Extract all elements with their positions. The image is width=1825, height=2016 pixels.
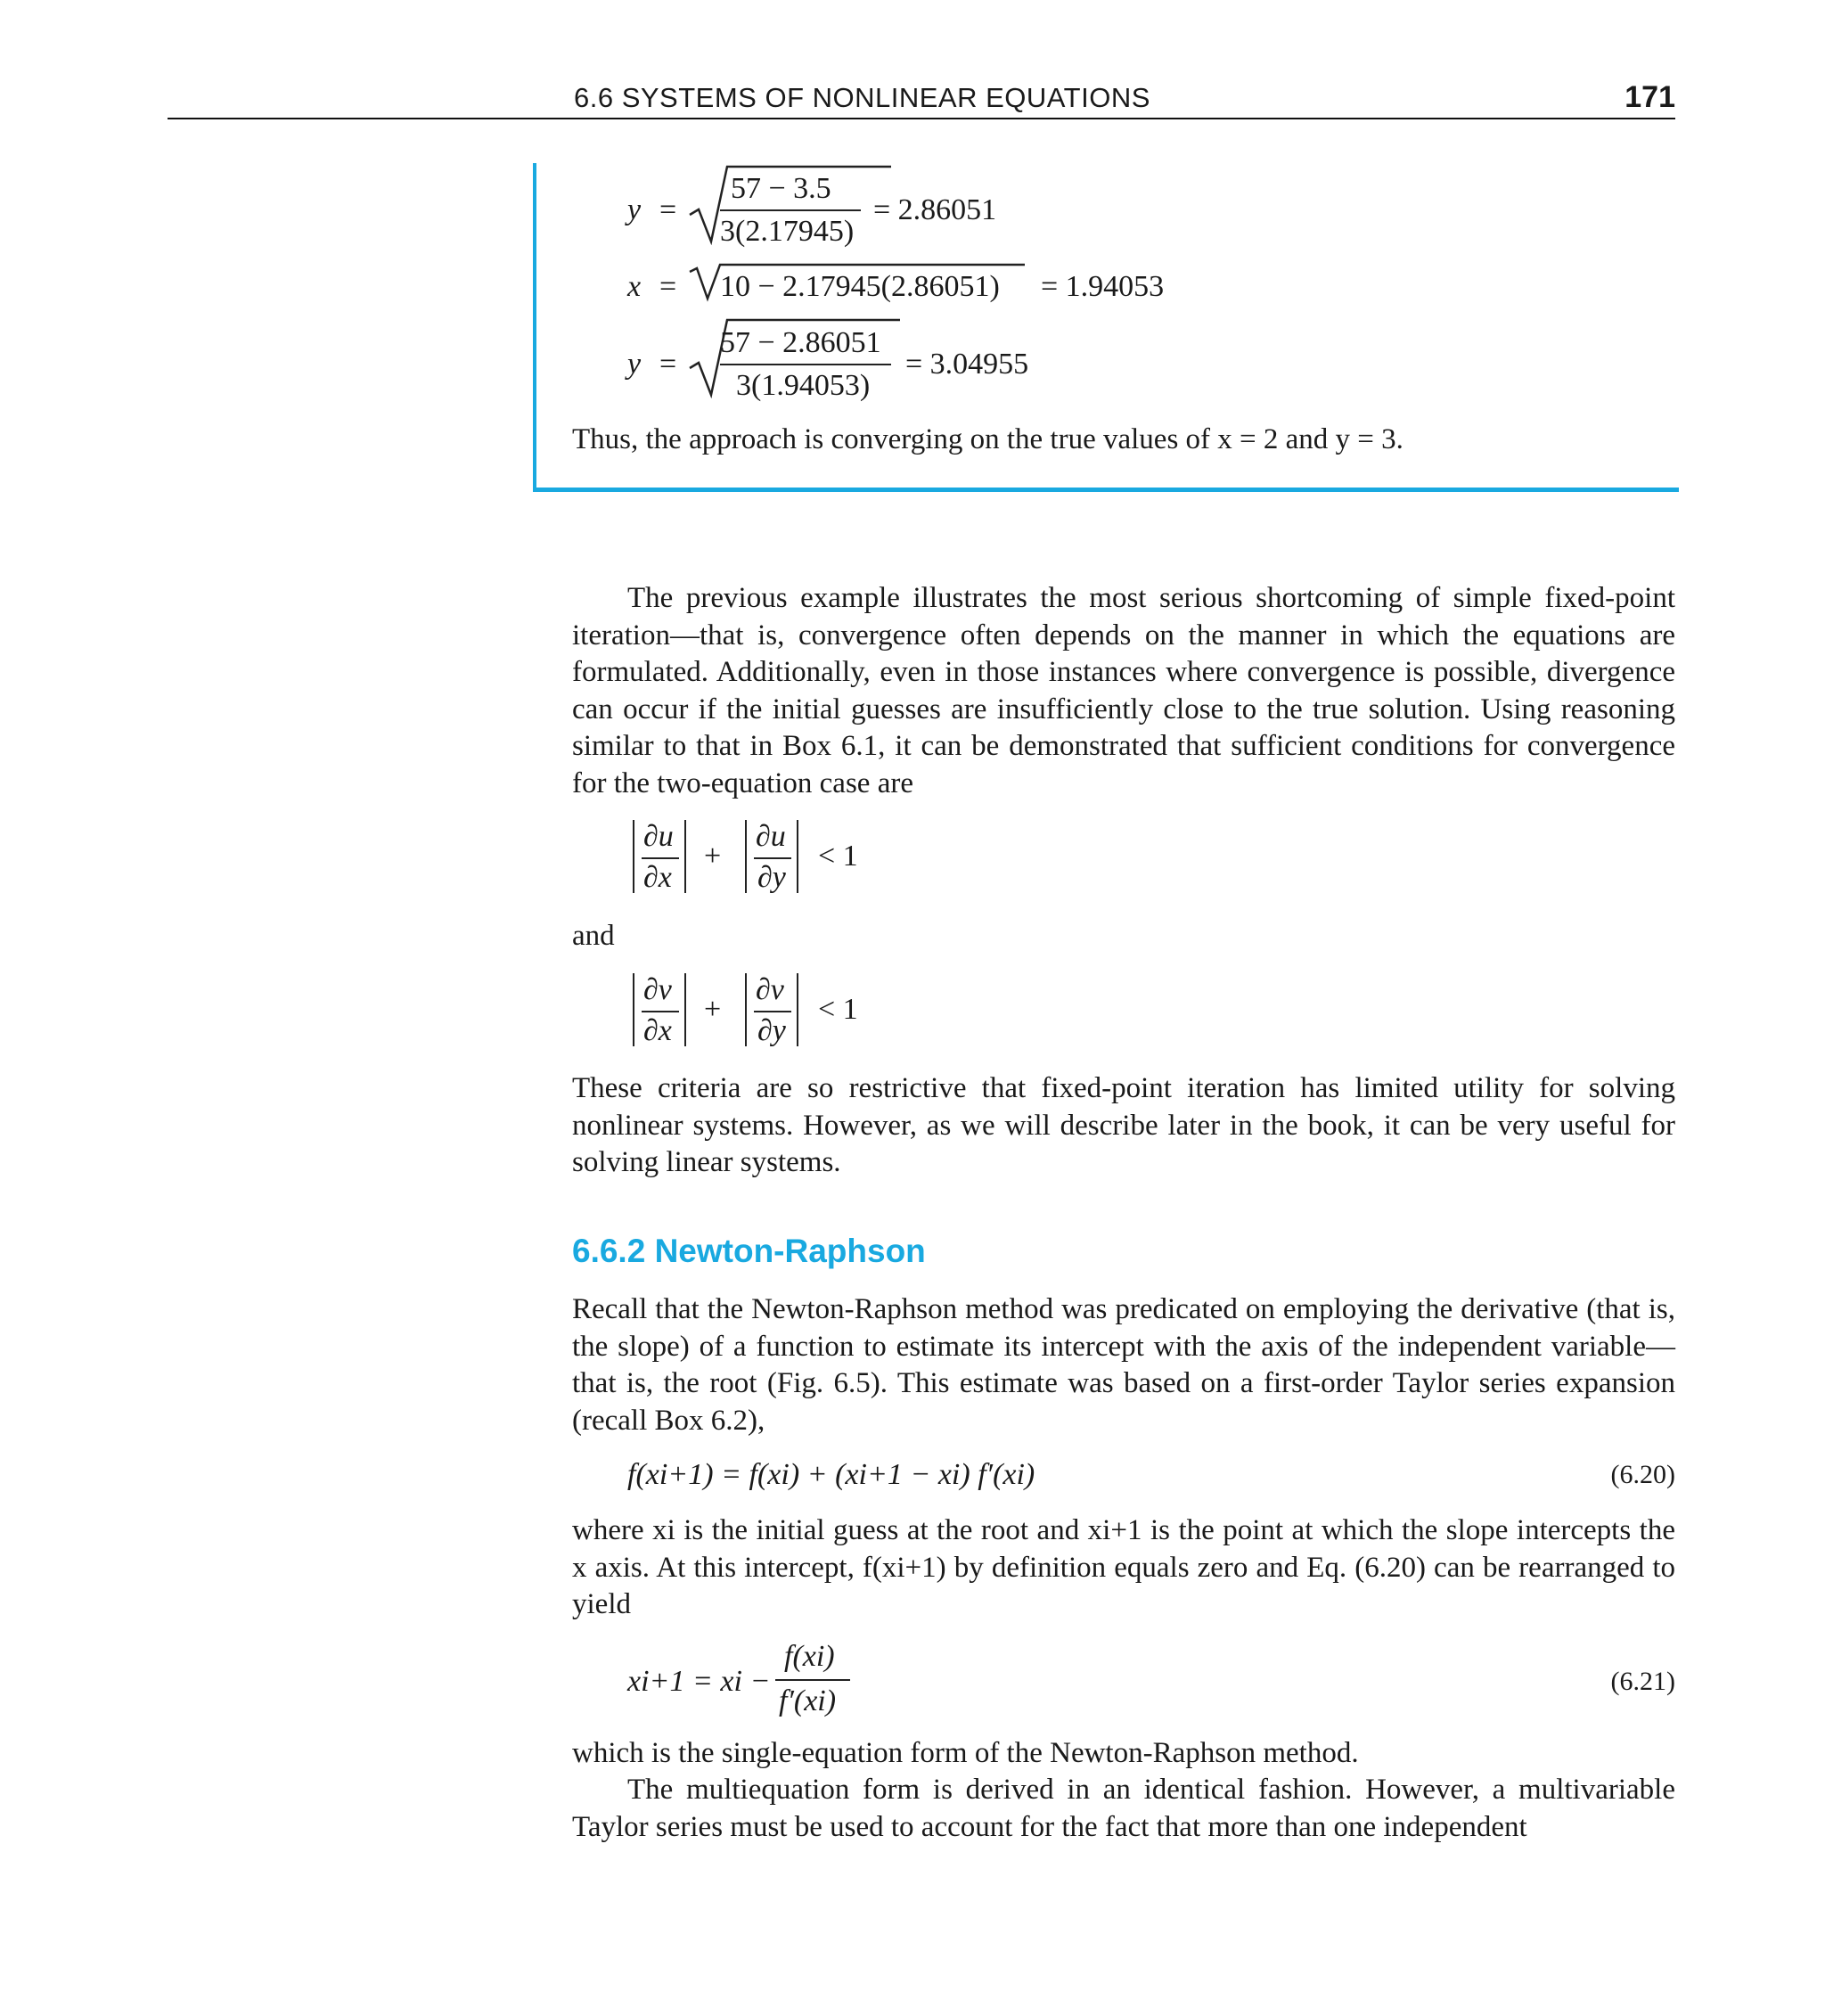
eq621-lhs: xi+1 = xi −	[627, 1665, 771, 1698]
equation-number-6-21: (6.21)	[1610, 1667, 1675, 1696]
eq3-numerator: 57 − 2.86051	[720, 326, 881, 359]
abs-bar	[633, 820, 634, 893]
abs-bar	[797, 973, 798, 1046]
eq621-numerator: f(xi)	[784, 1640, 835, 1673]
abs-bar	[633, 973, 634, 1046]
cond1-den2: ∂y	[757, 861, 786, 894]
eq1-denominator: 3(2.17945)	[720, 215, 855, 248]
paragraph-single-equation: which is the single-equation form of the Newton-Raphson method.	[572, 1737, 1359, 1769]
eq2-result: = 1.94053	[1041, 270, 1165, 303]
cond1-den1: ∂x	[643, 861, 672, 894]
cond1-num1: ∂u	[643, 820, 674, 853]
fraction-line	[754, 857, 791, 859]
and-word: and	[572, 920, 615, 952]
eq1-lhs: y	[627, 193, 642, 226]
cond2-den2: ∂y	[757, 1014, 786, 1047]
fraction-line	[642, 1011, 679, 1012]
eq1-fraction-line	[720, 209, 861, 211]
eq1-numerator: 57 − 3.5	[731, 172, 831, 205]
page-number: 171	[1624, 80, 1675, 114]
cond2-num2: ∂v	[756, 973, 784, 1006]
cond2-relation: < 1	[818, 993, 858, 1026]
eq2-lhs: x	[627, 270, 642, 303]
paragraph-multiequation: The multiequation form is derived in an identical fashion. However, a multivariable Taylor series must be used to account for the fact that more than one independent	[572, 1774, 1675, 1843]
eq3-lhs: y	[627, 348, 642, 381]
paragraph-newton-intro: Recall that the Newton-Raphson method was predicated on employing the derivative (that is, the slope) of a function to estimate its intercept with the axis of the independent variable—that is, the root (Fig. 6.5). This estimate was based on a first-order Taylor series expansion (recall Box 6.2),	[572, 1293, 1675, 1437]
equation-6-20: f(xi+1) = f(xi) + (xi+1 − xi) f′(xi)	[627, 1458, 1035, 1491]
abs-bar	[745, 973, 747, 1046]
eq3-fraction-line	[720, 364, 891, 365]
abs-bar	[684, 820, 686, 893]
equation-number-6-20: (6.20)	[1610, 1460, 1675, 1489]
abs-bar	[684, 973, 686, 1046]
abs-bar	[745, 820, 747, 893]
paragraph-fixed-point: The previous example illustrates the most serious shortcoming of simple fixed-point iteration—that is, convergence often depends on the manner in which the equations are formulated. Additionally, even in those instances where convergence is possible, divergence can occur if the initial guesses are insufficiently close to the true solution. Using reasoning similar to that in Box 6.1, it can be demonstrated that sufficient conditions for convergence for the two-equation case are	[572, 582, 1675, 799]
cond1-num2: ∂u	[756, 820, 786, 853]
eq1-equals: =	[659, 193, 677, 226]
section-heading: 6.6.2 Newton-Raphson	[572, 1233, 926, 1269]
eq3-result: = 3.04955	[905, 348, 1029, 381]
cond2-num1: ∂v	[643, 973, 672, 1006]
eq2-radicand: 10 − 2.17945(2.86051)	[720, 270, 1000, 303]
paragraph-criteria: These criteria are so restrictive that fixed-point iteration has limited utility for solving nonlinear systems. However, as we will describe later in the book, it can be very useful for solving linear systems.	[572, 1072, 1675, 1178]
plus-sign: +	[704, 840, 722, 873]
running-head: 6.6 SYSTEMS OF NONLINEAR EQUATIONS	[574, 82, 1150, 113]
eq2-equals: =	[659, 270, 677, 303]
abs-bar	[797, 820, 798, 893]
eq621-fraction-line	[775, 1679, 850, 1681]
eq1-result: = 2.86051	[873, 193, 997, 226]
eq621-denominator: f′(xi)	[779, 1684, 837, 1717]
fraction-line	[642, 857, 679, 859]
cond2-den1: ∂x	[643, 1014, 672, 1047]
fraction-line	[754, 1011, 791, 1012]
cond1-relation: < 1	[818, 840, 858, 873]
page-header	[168, 82, 1675, 119]
paragraph-where: where xi is the initial guess at the root and xi+1 is the point at which the slope intercepts the x axis. At this intercept, f(xi+1) by definition equals zero and Eq. (6.20) can be rearranged to yield	[572, 1514, 1675, 1620]
box-conclusion: Thus, the approach is converging on the true values of x = 2 and y = 3.	[572, 423, 1404, 455]
eq3-denominator: 3(1.94053)	[736, 369, 871, 402]
plus-sign: +	[704, 993, 722, 1026]
eq3-equals: =	[659, 348, 677, 381]
